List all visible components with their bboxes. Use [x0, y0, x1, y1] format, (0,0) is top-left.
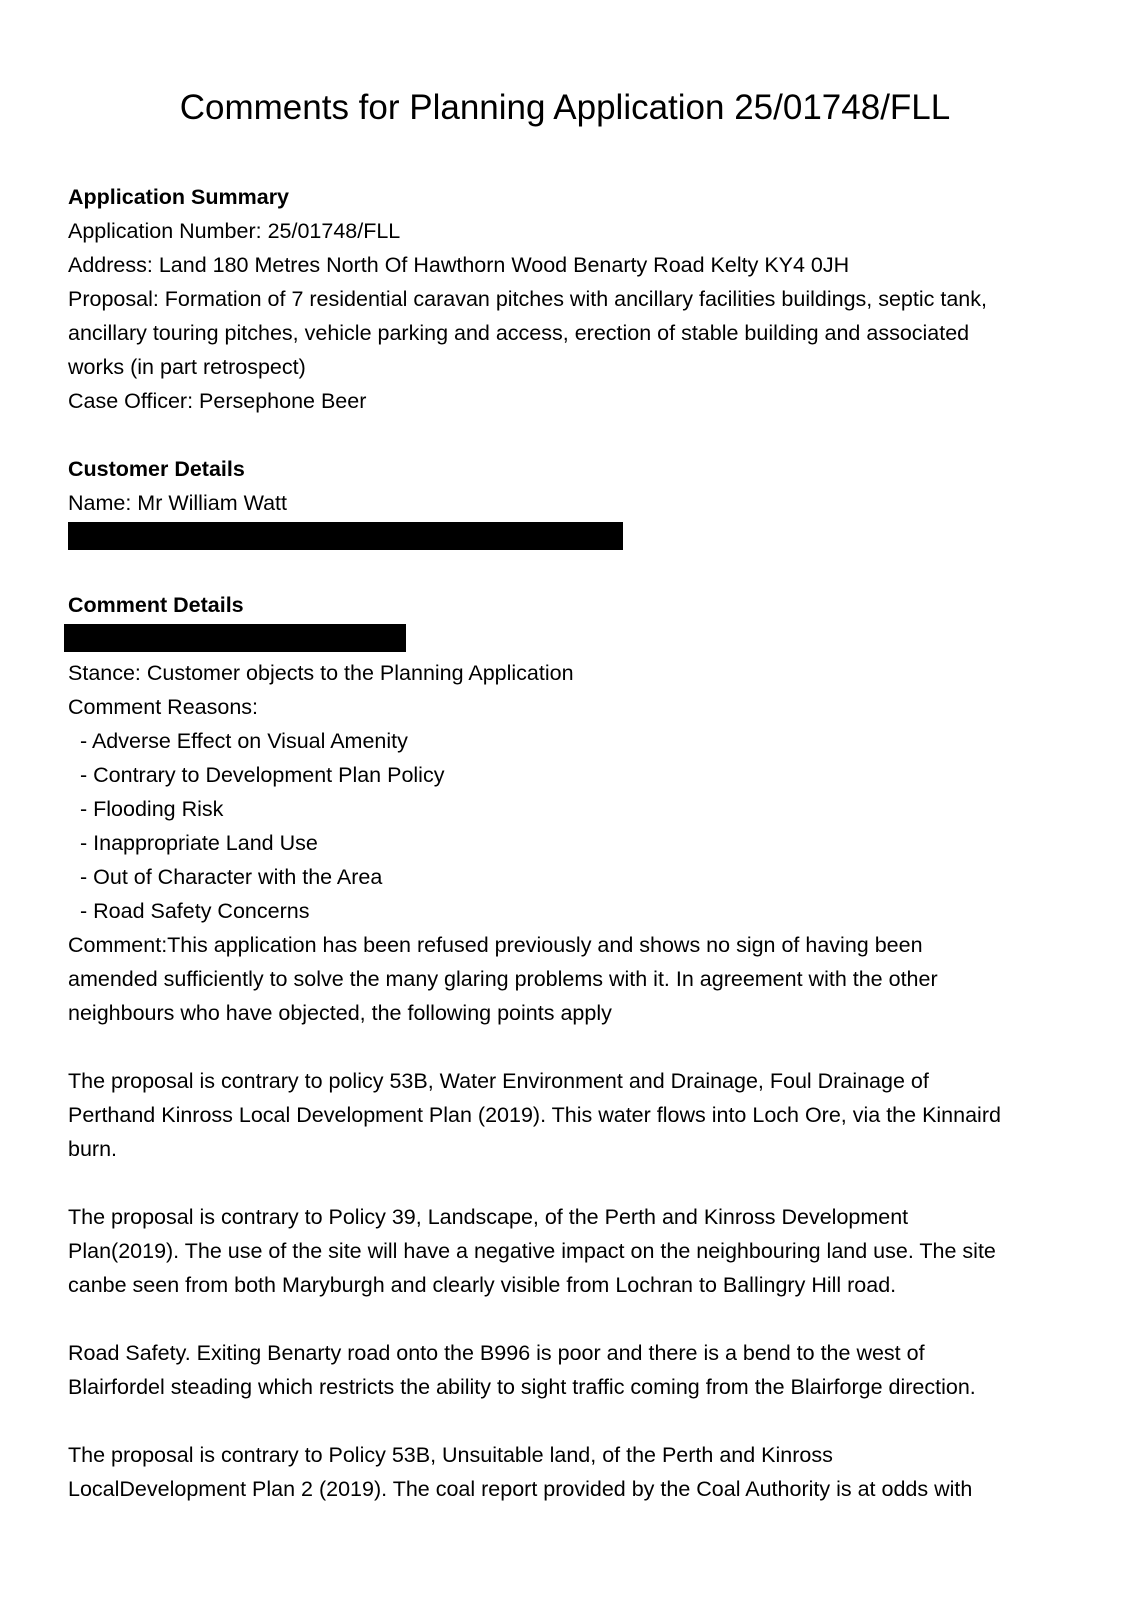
- stance: Stance: Customer objects to the Planning Application: [68, 661, 574, 685]
- comment-reasons-list: [68, 724, 1068, 928]
- paragraph-spacer: [68, 1302, 1068, 1336]
- paragraph-line: Blairfordel steading which restricts the ability to sight traffic coming from the Blairforge direction.: [68, 1375, 976, 1399]
- paragraph-line: burn.: [68, 1137, 118, 1161]
- comment-details-heading: Comment Details: [68, 593, 244, 617]
- page-title: Comments for Planning Application 25/01748/FLL: [179, 88, 951, 127]
- redaction-bar: [68, 522, 623, 550]
- customer-details-section: [68, 452, 1068, 550]
- list-item: - Flooding Risk: [80, 797, 224, 821]
- list-item: - Contrary to Development Plan Policy: [80, 763, 445, 787]
- proposal-line: works (in part retrospect): [68, 355, 306, 379]
- redaction-bar: [64, 624, 406, 652]
- comment-text-line: neighbours who have objected, the following points apply: [68, 1001, 612, 1025]
- list-item: - Road Safety Concerns: [80, 899, 310, 923]
- application-number: Application Number: 25/01748/FLL: [68, 219, 401, 243]
- comment-text-line: amended sufficiently to solve the many glaring problems with it. In agreement with the other: [68, 967, 938, 991]
- paragraph-spacer: [68, 1166, 1068, 1200]
- paragraph-line: Perthand Kinross Local Development Plan (2019). This water flows into Loch Ore, via the Kinnaird: [68, 1103, 1001, 1127]
- comment-reasons-label: Comment Reasons:: [68, 695, 258, 719]
- proposal-line: Proposal: Formation of 7 residential caravan pitches with ancillary facilities buildings, septic tank,: [68, 287, 987, 311]
- case-officer: Case Officer: Persephone Beer: [68, 389, 367, 413]
- list-item: - Inappropriate Land Use: [80, 831, 318, 855]
- paragraph-line: Plan(2019). The use of the site will have a negative impact on the neighbouring land use. The site: [68, 1239, 996, 1263]
- comment-details-section: [68, 588, 1068, 1506]
- customer-details-heading: Customer Details: [68, 457, 245, 481]
- paragraph-spacer: [68, 1030, 1068, 1064]
- list-item: - Adverse Effect on Visual Amenity: [80, 729, 408, 753]
- paragraph-spacer: [68, 1404, 1068, 1438]
- application-summary-heading: Application Summary: [68, 185, 290, 209]
- comment-text-line: Comment:This application has been refused previously and shows no sign of having been: [68, 933, 923, 957]
- paragraph-line: The proposal is contrary to Policy 39, Landscape, of the Perth and Kinross Development: [68, 1205, 909, 1229]
- paragraph-line: Road Safety. Exiting Benarty road onto the B996 is poor and there is a bend to the west of: [68, 1341, 925, 1365]
- section-spacer: [68, 554, 1068, 588]
- application-summary-section: [68, 180, 1068, 418]
- paragraph-line: LocalDevelopment Plan 2 (2019). The coal report provided by the Coal Authority is at odds with: [68, 1477, 973, 1501]
- paragraph-line: The proposal is contrary to policy 53B, Water Environment and Drainage, Foul Drainage of: [68, 1069, 929, 1093]
- proposal-line: ancillary touring pitches, vehicle parking and access, erection of stable building and associated: [68, 321, 970, 345]
- paragraph-line: canbe seen from both Maryburgh and clearly visible from Lochran to Ballingry Hill road.: [68, 1273, 897, 1297]
- section-spacer: [68, 418, 1068, 452]
- document-body: [68, 180, 1068, 1506]
- list-item: - Out of Character with the Area: [80, 865, 383, 889]
- paragraph-line: The proposal is contrary to Policy 53B, Unsuitable land, of the Perth and Kinross: [68, 1443, 833, 1467]
- address: Address: Land 180 Metres North Of Hawthorn Wood Benarty Road Kelty KY4 0JH: [68, 253, 850, 277]
- customer-name: Name: Mr William Watt: [68, 491, 287, 515]
